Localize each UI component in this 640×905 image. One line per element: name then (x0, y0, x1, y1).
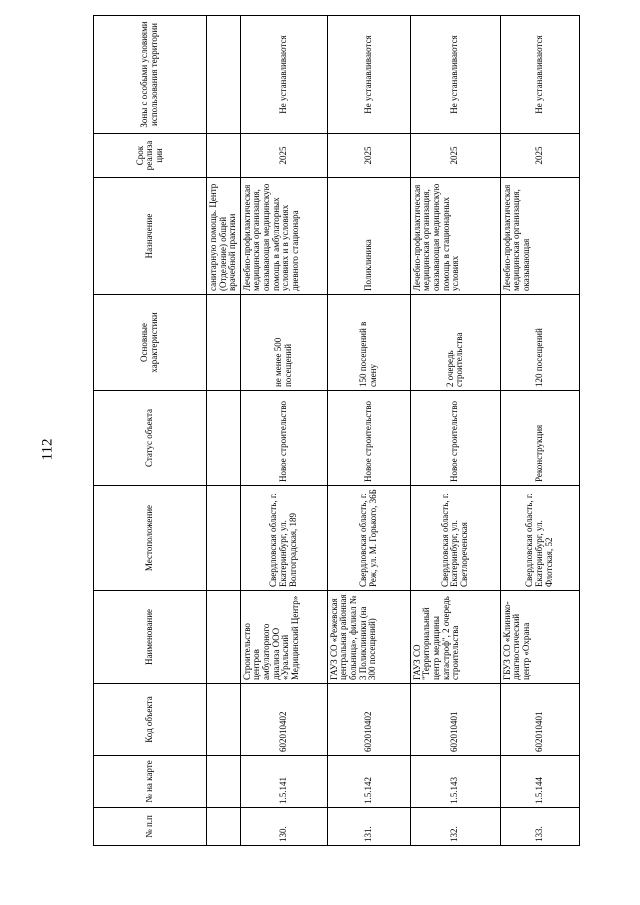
cell-zones: Не устанавливаются (500, 16, 579, 134)
cell-num: 133. (500, 808, 579, 846)
cell-code: 602010402 (327, 684, 410, 756)
cell-status: Новое строительство (327, 391, 410, 486)
cell-term: 2025 (240, 134, 327, 178)
cell-map-num: 1.5.141 (240, 756, 327, 808)
header-characteristics: Основные характеристики (94, 295, 207, 391)
cell-location: Свердловская область, г. Екатеринбург, ул. Волгоградская, 189 (240, 486, 327, 591)
cell-name: ГБУЗ СО «Клинико-диагностический центр «Охрана (500, 591, 579, 684)
cell-purpose: Поликлиника (327, 178, 410, 295)
cell-name: ГАУЗ СО «Режевская центральная районная больница», филиал № 3 Поликлиники (на 300 посещений) (327, 591, 410, 684)
cell-characteristics: 120 посещений (500, 295, 579, 391)
header-num: № п.п (94, 808, 207, 846)
cell-num: 132. (410, 808, 500, 846)
cell-zones: Не устанавливаются (410, 16, 500, 134)
cell-map-num: 1.5.144 (500, 756, 579, 808)
cell-zones: Не устанавливаются (327, 16, 410, 134)
cell-status: Реконструкция (500, 391, 579, 486)
cell-characteristics: 150 посещений в смену (327, 295, 410, 391)
cell-term: 2025 (500, 134, 579, 178)
cell-zones: Не устанавливаются (240, 16, 327, 134)
cell-characteristics: не менее 500 посещений (240, 295, 327, 391)
cell-location: Свердловская область, г. Екатеринбург, ул. Флотская, 52 (500, 486, 579, 591)
cell-purpose: Лечебно-профилактическая медицинская организация, оказывающая медицинскую помощь в амбулаторных условиях и в условиях дневного стационара (240, 178, 327, 295)
header-status: Статус объекта (94, 391, 207, 486)
table-row (500, 16, 579, 846)
cell-term: 2025 (410, 134, 500, 178)
continuation-row (207, 16, 241, 846)
cell-characteristics: 2 очередь строительства (410, 295, 500, 391)
cell-num: 130. (240, 808, 327, 846)
cell-purpose: Лечебно-профилактическая медицинская организация, оказывающая медицинскую помощь в стационарных условиях (410, 178, 500, 295)
table-row (327, 16, 410, 846)
header-map-num: № на карте (94, 756, 207, 808)
header-term: Срок реализа ции (94, 134, 207, 178)
cell-map-num: 1.5.142 (327, 756, 410, 808)
header-zones: Зоны с особыми условиями использования территории (94, 16, 207, 134)
objects-table (93, 15, 580, 846)
cell-status: Новое строительство (410, 391, 500, 486)
cell-name: ГАУЗ СО "Территориальный центр медицины катастроф", 2 очередь строительства (410, 591, 500, 684)
cell-code: 602010402 (240, 684, 327, 756)
cell-map-num: 1.5.143 (410, 756, 500, 808)
cell-code: 602010401 (500, 684, 579, 756)
table-row (240, 16, 327, 846)
header-name: Наименование (94, 591, 207, 684)
header-location: Местоположение (94, 486, 207, 591)
table-row (410, 16, 500, 846)
cell-term: 2025 (327, 134, 410, 178)
page-number: 112 (39, 438, 56, 461)
cell-num: 131. (327, 808, 410, 846)
header-row (94, 16, 207, 846)
continuation-purpose: санитарную помощь. Центр (Отделение) общей врачебной практики (207, 178, 241, 295)
cell-purpose: Лечебно-профилактическая медицинская организация, оказывающая (500, 178, 579, 295)
table-container (93, 16, 580, 846)
cell-code: 602010401 (410, 684, 500, 756)
cell-location: Свердловская область, г. Екатеринбург, ул. Светлореченская (410, 486, 500, 591)
header-code: Код объекта (94, 684, 207, 756)
cell-location: Свердловская область, г. Реж, ул. М. Горького, 36Б (327, 486, 410, 591)
header-purpose: Назначение (94, 178, 207, 295)
cell-name: Строительство центров амбулаторного диализа ООО «Уральский Медицинский Центр» (240, 591, 327, 684)
cell-status: Новое строительство (240, 391, 327, 486)
